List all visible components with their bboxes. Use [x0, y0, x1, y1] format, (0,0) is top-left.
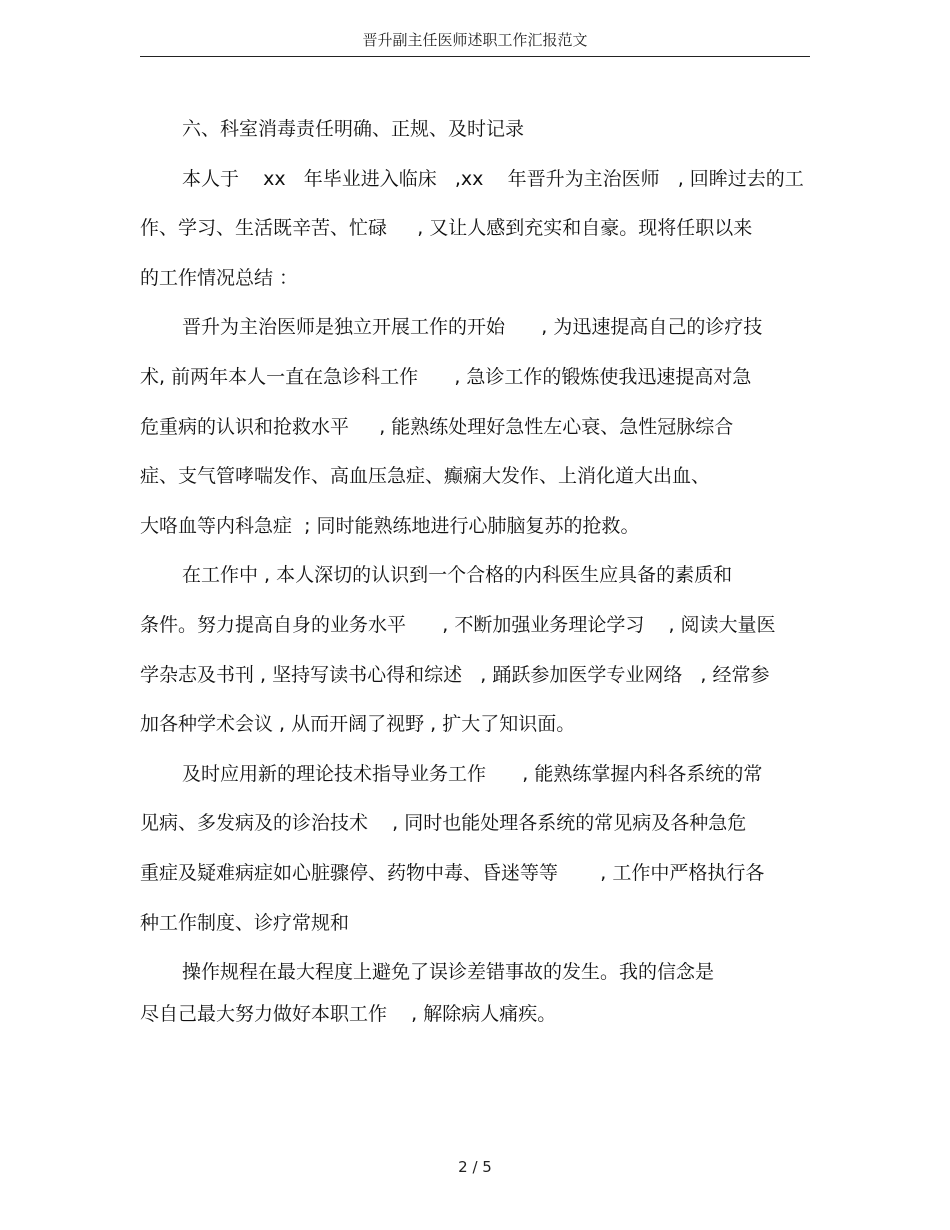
document-body: [140, 114, 810, 1049]
page-header-title: 晋升副主任医师述职工作汇报范文: [362, 31, 588, 49]
text-line: 加各种学术会议 , 从而开阔了视野 , 扩大了知识面。: [140, 713, 576, 736]
text-line: 条件。努力提高自身的业务水平 , 不断加强业务理论学习 , 阅读大量医: [140, 613, 776, 636]
text-line: 种工作制度、诊疗常规和: [140, 911, 350, 934]
text-line: 的工作情况总结 ：: [140, 266, 299, 289]
text-line: 症、支气管哮喘发作、高血压急症、癫痫大发作、上消化道大出血、: [140, 465, 711, 488]
text-line: 术, 前两年本人一直在急诊科工作 , 急诊工作的锻炼使我迅速提高对急: [140, 365, 752, 388]
text-line: 大咯血等内科急症 ; 同时能熟练地进行心肺脑复苏的抢救。: [140, 514, 640, 537]
text-line: 在工作中 , 本人深切的认识到一个合格的内科医生应具备的素质和: [182, 564, 733, 587]
text-line: 本人于 xx 年毕业进入临床 ,xx 年晋升为主治医师 , 回眸过去的工: [182, 167, 804, 190]
text-line: 学杂志及书刊 , 坚持写读书心得和综述 , 踊跃参加医学专业网络 , 经常参: [140, 663, 770, 686]
text-line: 六、科室消毒责任明确、正规、及时记录: [182, 118, 525, 140]
text-line: 作、学习、生活既辛苦、忙碌 , 又让人感到充实和自豪。现将任职以来: [140, 217, 753, 240]
header-divider: [140, 56, 810, 57]
text-line: 操作规程在最大程度上避免了误诊差错事故的发生。我的信念是: [182, 961, 715, 984]
text-line: 危重病的认识和抢救水平 , 能熟练处理好急性左心衰、急性冠脉综合: [140, 415, 734, 438]
text-line: 重症及疑难病症如心脏骤停、药物中毒、昏迷等等 , 工作中严格执行各: [140, 861, 765, 884]
text-line: 及时应用新的理论技术指导业务工作 , 能熟练掌握内科各系统的常: [182, 762, 763, 785]
text-line: 晋升为主治医师是独立开展工作的开始 , 为迅速提高自己的诊疗技: [182, 316, 763, 339]
text-line: 见病、多发病及的诊治技术 , 同时也能处理各系统的常见病及各种急危: [140, 812, 747, 835]
text-line: 尽自己最大努力做好本职工作 , 解除病人痛疾。: [140, 1003, 557, 1026]
page-number: 2 / 5: [458, 1158, 492, 1176]
